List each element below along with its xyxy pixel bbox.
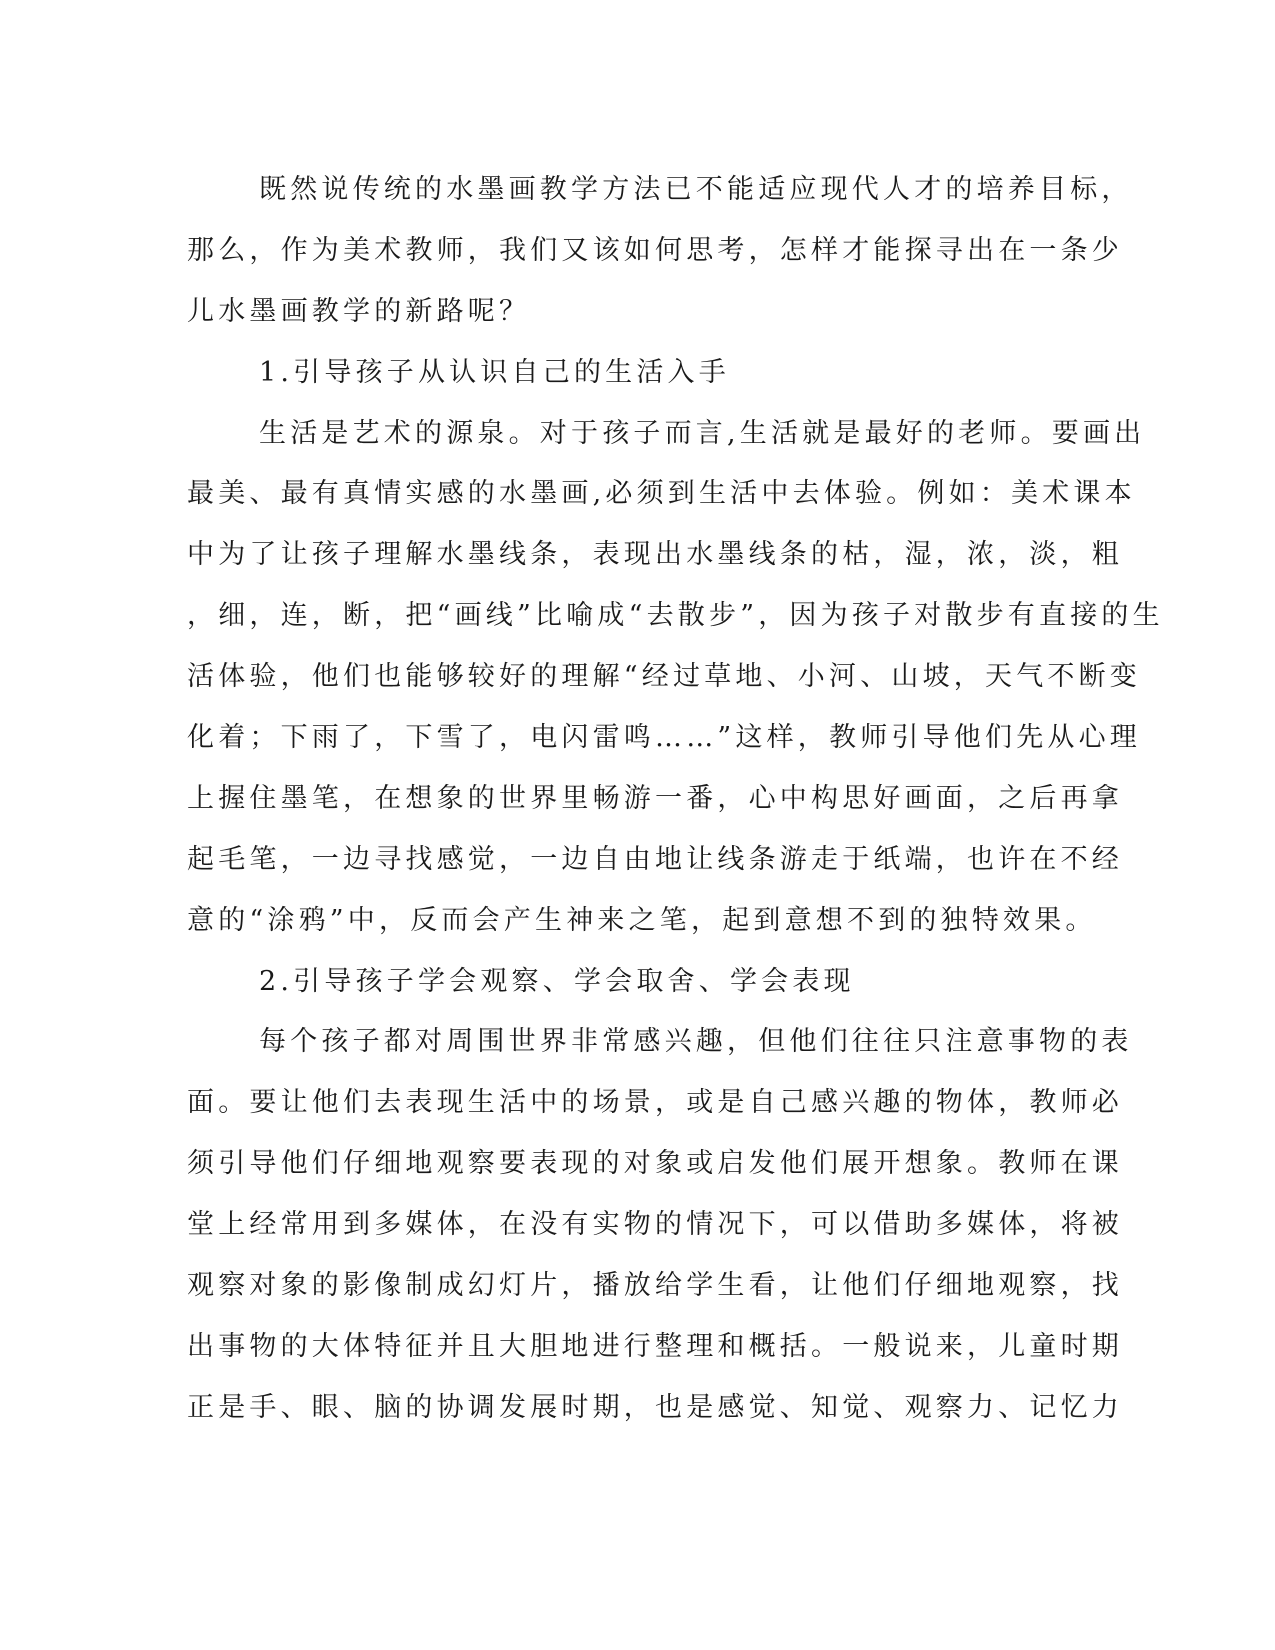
text-line: 活体验，他们也能够较好的理解“经过草地、小河、山坡，天气不断变 — [187, 661, 1142, 693]
text-line: 儿水墨画教学的新路呢？ — [187, 295, 531, 327]
section-heading: 1.引导孩子从认识自己的生活入手 — [259, 356, 730, 388]
text-line: 那么，作为美术教师，我们又该如何思考，怎样才能探寻出在一条少 — [187, 234, 1123, 266]
text-line: 观察对象的影像制成幻灯片，播放给学生看，让他们仔细地观察，找 — [187, 1270, 1123, 1302]
document-body — [187, 160, 1164, 1439]
text-line: 须引导他们仔细地观察要表现的对象或启发他们展开想象。教师在课 — [187, 1148, 1123, 1180]
text-line: 上握住墨笔，在想象的世界里畅游一番，心中构思好画面，之后再拿 — [187, 782, 1123, 814]
text-line: 生活是艺术的源泉。对于孩子而言,生活就是最好的老师。要画出 — [259, 417, 1146, 449]
text-line: 起毛笔，一边寻找感觉，一边自由地让线条游走于纸端，也许在不经 — [187, 843, 1123, 875]
text-line: 每个孩子都对周围世界非常感兴趣，但他们往往只注意事物的表 — [259, 1026, 1133, 1058]
text-line: 正是手、眼、脑的协调发展时期，也是感觉、知觉、观察力、记忆力 — [187, 1391, 1123, 1423]
text-line: 出事物的大体特征并且大胆地进行整理和概括。一般说来，儿童时期 — [187, 1330, 1123, 1362]
text-line: 最美、最有真情实感的水墨画,必须到生活中去体验。例如：美术课本 — [187, 478, 1136, 510]
text-line: 堂上经常用到多媒体，在没有实物的情况下，可以借助多媒体，将被 — [187, 1209, 1123, 1241]
text-line: 既然说传统的水墨画教学方法已不能适应现代人才的培养目标， — [259, 174, 1133, 205]
text-line: 意的“涂鸦”中，反而会产生神来之笔，起到意想不到的独特效果。 — [187, 904, 1097, 936]
text-line: 中为了让孩子理解水墨线条，表现出水墨线条的枯，湿，浓，淡，粗 — [187, 539, 1123, 571]
section-heading: 2.引导孩子学会观察、学会取舍、学会表现 — [259, 965, 855, 997]
text-line: 面。要让他们去表现生活中的场景，或是自己感兴趣的物体，教师必 — [187, 1087, 1123, 1119]
text-line: ，细，连，断，把“画线”比喻成“去散步”，因为孩子对散步有直接的生 — [187, 600, 1164, 632]
text-line: 化着；下雨了，下雪了，电闪雷鸣……”这样，教师引导他们先从心理 — [187, 722, 1142, 754]
